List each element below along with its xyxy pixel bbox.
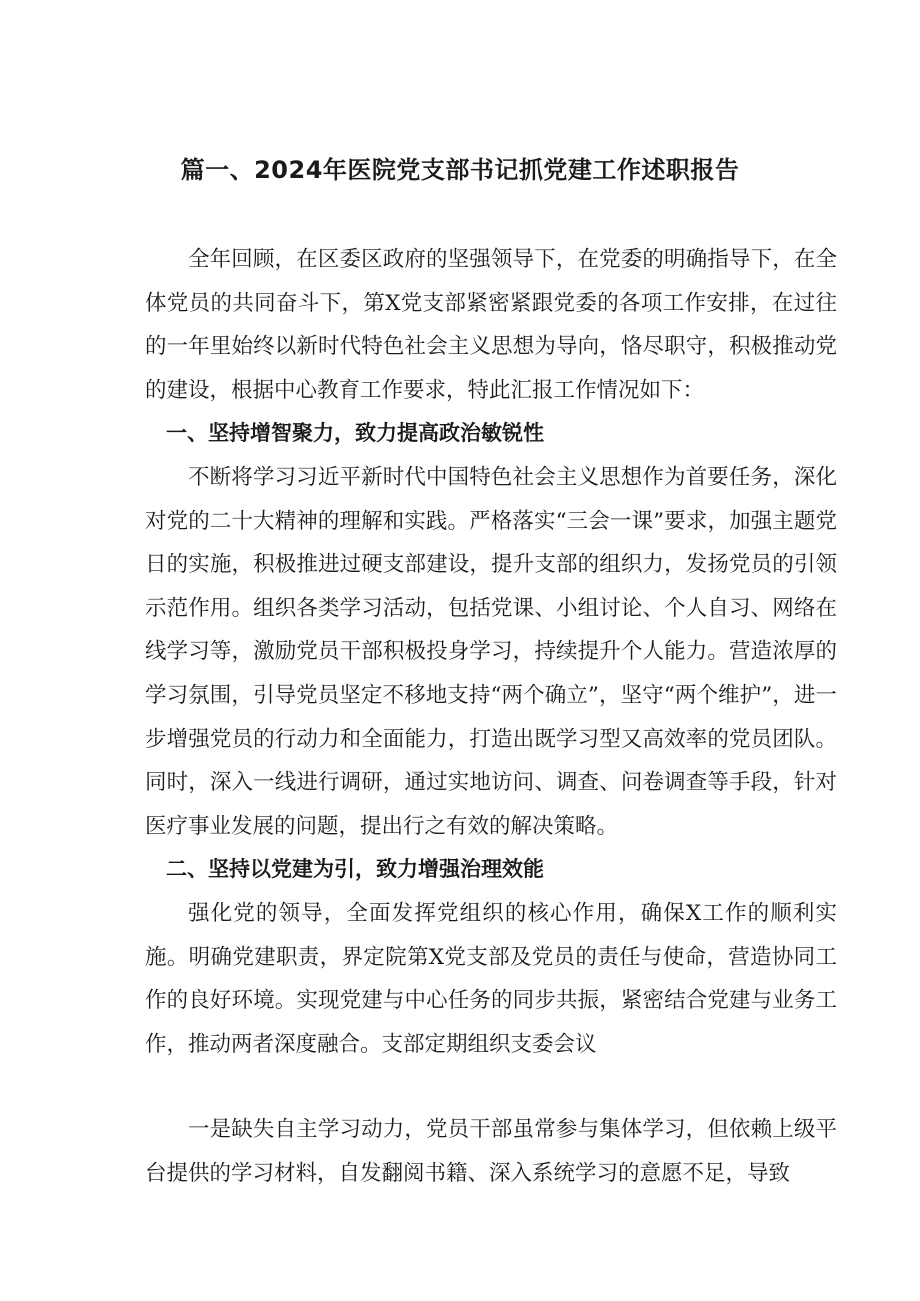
- section-heading-1: 一、坚持增智聚力，致力提高政治敏锐性: [166, 421, 544, 446]
- section-paragraph-1: 不断将学习习近平新时代中国特色社会主义思想作为首要任务，深化对党的二十大精神的理解和实践。严格落实“三会一课”要求，加强主题党日的实施，积极推进过硬支部建设，提升支部的组织力，发扬党员的引领示范作用。组织各类学习活动，包括党课、小组讨论、个人自习、网络在线学习等，激励党员干部积极投身学习，持续提升个人能力。营造浓厚的学习氛围，引导党员坚定不移地支持“两个确立”，坚守“两个维护”，进一步增强党员的行动力和全面能力，打造出既学习型又高效率的党员团队。同时，深入一线进行调研，通过实地访问、调查、问卷调查等手段，针对医疗事业发展的问题，提出行之有效的解决策略。: [145, 464, 837, 839]
- trailing-paragraph: 一是缺失自主学习动力，党员干部虽常参与集体学习，但依赖上级平台提供的学习材料，自发翻阅书籍、深入系统学习的意愿不足，导致: [145, 1117, 837, 1186]
- section-paragraph-2: 强化党的领导，全面发挥党组织的核心作用，确保X工作的顺利实施。明确党建职责，界定院第X党支部及党员的责任与使命，营造协同工作的良好环境。实现党建与中心任务的同步共振，紧密结合党建与业务工作，推动两者深度融合。支部定期组织支委会议: [145, 900, 837, 1057]
- section-heading-2: 二、坚持以党建为引，致力增强治理效能: [166, 857, 544, 882]
- paragraph-gap: [145, 1066, 837, 1108]
- intro-paragraph: 全年回顾，在区委区政府的坚强领导下，在党委的明确指导下，在全体党员的共同奋斗下，第X党支部紧密紧跟党委的各项工作安排，在过往的一年里始终以新时代特色社会主义思想为导向，恪尽职守，积极推动党的建设，根据中心教育工作要求，特此汇报工作情况如下：: [145, 247, 837, 403]
- document-body: [145, 238, 837, 1195]
- document-title: 篇一、2024年医院党支部书记抓党建工作述职报告: [180, 156, 740, 184]
